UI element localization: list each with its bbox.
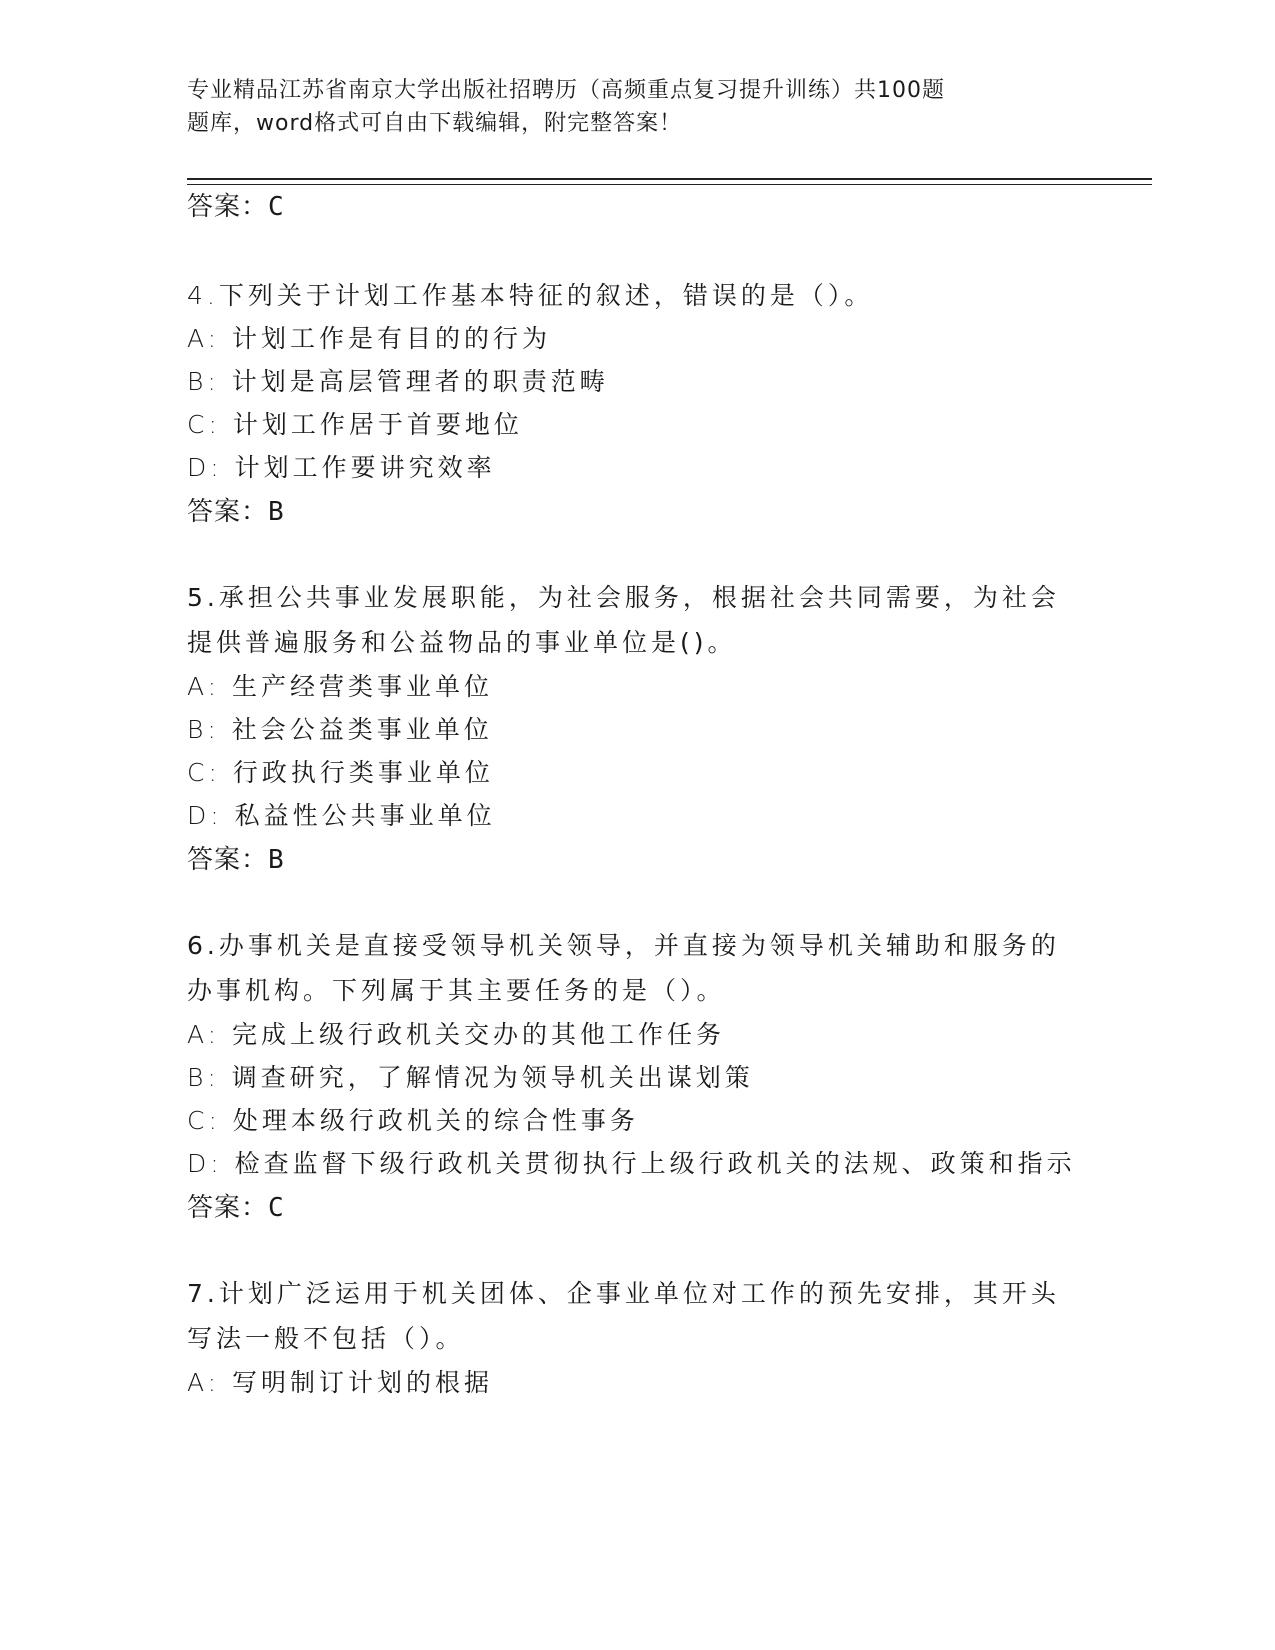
answer-value: C [268,1193,285,1223]
question-5-answer [187,839,285,876]
question-4-option-a: A: 计划工作是有目的的行为 [187,324,552,353]
question-7-option-a: A: 写明制订计划的根据 [187,1368,494,1397]
question-4-stem: 4.下列关于计划工作基本特征的叙述，错误的是（）。 [187,281,874,310]
question-7-stem: 7.计划广泛运用于机关团体、企事业单位对工作的预先安排，其开头写法一般不包括（）。 [187,1279,1060,1353]
document-header [187,74,1047,140]
header-line-2: 题库，word格式可自由下载编辑，附完整答案！ [187,111,683,136]
answer-value: C [268,192,285,222]
question-6-option-b: B: 调查研究，了解情况为领导机关出谋划策 [187,1063,754,1092]
answer-value: B [268,497,285,527]
question-5-option-d: D: 私益性公共事业单位 [187,801,496,830]
question-4-answer [187,491,285,528]
question-4-option-c: C: 计划工作居于首要地位 [187,410,523,439]
answer-label: 答案： [187,497,269,527]
question-6-option-a: A: 完成上级行政机关交办的其他工作任务 [187,1020,726,1049]
question-6-stem: 6.办事机关是直接受领导机关领导，并直接为领导机关辅助和服务的办事机构。下列属于其主要任务的是（）。 [187,931,1060,1005]
question-6-answer [187,1187,285,1224]
question-5-stem: 5.承担公共事业发展职能，为社会服务，根据社会共同需要，为社会提供普遍服务和公益物品的事业单位是()。 [187,583,1060,657]
question-5-option-b: B: 社会公益类事业单位 [187,715,493,744]
question-6-option-d: D: 检查监督下级行政机关贯彻执行上级行政机关的法规、政策和指示 [187,1149,1076,1178]
question-4-option-d: D: 计划工作要讲究效率 [187,453,496,482]
answer-value: B [268,845,285,875]
question-6-option-c: C: 处理本级行政机关的综合性事务 [187,1106,639,1135]
header-rule-thin [187,184,1152,185]
question-5-option-c: C: 行政执行类事业单位 [187,758,494,787]
answer-label: 答案： [187,845,269,875]
question-5-option-a: A: 生产经营类事业单位 [187,672,494,701]
question-4-option-b: B: 计划是高层管理者的职责范畴 [187,367,609,396]
answer-prev [187,186,285,223]
answer-label: 答案： [187,192,269,222]
header-rule-thick [187,178,1152,180]
header-line-1: 专业精品江苏省南京大学出版社招聘历（高频重点复习提升训练）共100题 [187,78,945,103]
answer-label: 答案： [187,1193,269,1223]
